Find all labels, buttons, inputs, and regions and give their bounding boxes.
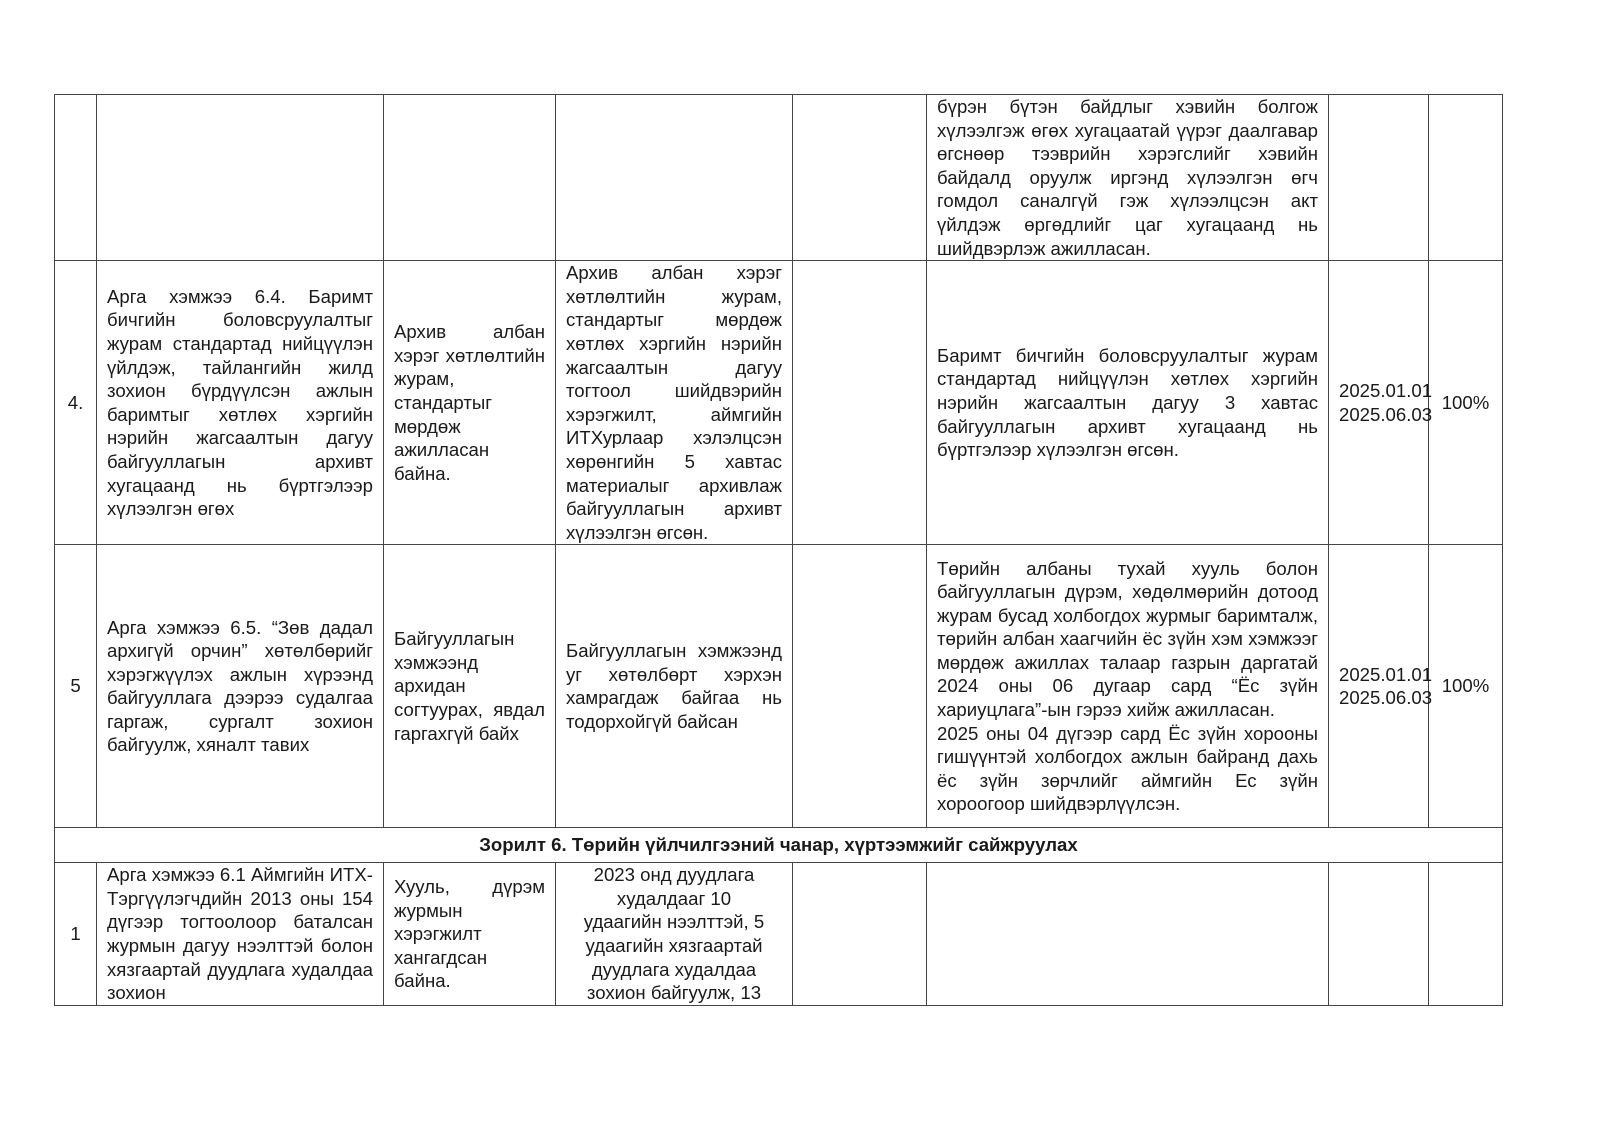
empty-cell xyxy=(793,261,927,545)
empty-cell xyxy=(793,95,927,261)
baseline-cell: Байгууллагын хэмжээнд уг хөтөлбөрт хэрхэн хамрагдаж байгаа нь тодорхойгүй байсан xyxy=(556,545,793,828)
table-row xyxy=(55,261,1503,545)
baseline-cell xyxy=(556,863,793,1006)
table-row xyxy=(55,95,1503,261)
section-row xyxy=(55,828,1503,863)
percent-cell: 100% xyxy=(1429,261,1503,545)
section-heading: Зорилт 6. Төрийн үйлчилгээний чанар, хүртээмжийг сайжруулах xyxy=(55,828,1503,863)
row-number: 1 xyxy=(55,863,97,1006)
percent-cell xyxy=(1429,95,1503,261)
result-cell xyxy=(927,545,1329,828)
date-start: 2025.01.01 xyxy=(1339,380,1433,402)
table-row xyxy=(55,545,1503,828)
baseline-line: 2023 онд дуудлага xyxy=(593,864,755,886)
row-number: 4. xyxy=(55,261,97,545)
baseline-line: удаагийн хязгаартай xyxy=(585,935,763,957)
baseline-line: худалдааг 10 xyxy=(616,887,732,909)
empty-cell xyxy=(793,863,927,1006)
date-cell xyxy=(1329,545,1433,828)
empty-cell xyxy=(927,863,1329,1006)
date-cell xyxy=(1329,261,1433,545)
activity-cell xyxy=(97,95,384,261)
baseline-line: дуудлага худалдаа xyxy=(591,958,757,980)
result-paragraph: 2025 оны 04 дүгээр сард Ёс зүйн хорооны гишүүнтэй холбогдох ажлын байранд дахь ёс зүйн зөрчлийг аймгийн Ес зүйн хороогоор шийдвэрлүүлсэн. xyxy=(937,722,1318,815)
date-end: 2025.06.03 xyxy=(1339,687,1433,709)
baseline-cell xyxy=(556,95,793,261)
baseline-line: удаагийн нээлттэй, 5 xyxy=(583,911,765,933)
report-table xyxy=(54,94,1503,1006)
criteria-cell: Байгууллагын хэмжээнд архидан согтуурах, явдал гаргахгүй байх xyxy=(384,545,556,828)
criteria-cell: Хууль, дүрэм журмын хэрэгжилт хангагдсан байна. xyxy=(384,863,556,1006)
result-paragraph: Төрийн албаны тухай хууль болон байгууллагын дүрэм, хөдөлмөрийн дотоод журам бусад холбогдох журмыг баримталж, төрийн албан хаагчийн ёс зүйн хэм хэмжээг мөрдөж ажиллах талаар газрын даргатай 2024 оны 06 дугаар сард “Ёс зүйн хариуцлага”-ын гэрээ хийж ажилласан. xyxy=(937,557,1318,721)
criteria-cell xyxy=(384,95,556,261)
empty-cell xyxy=(793,545,927,828)
baseline-cell: Архив албан хэрэг хөтлөлтийн журам, стандартыг мөрдөж хөтлөх хэргийн нэрийн жагсаалтын дагуу тогтоол шийдвэрийн хэрэгжилт, аймгийн ИТХурлаар хэлэлцсэн хөрөнгийн 5 хавтас материалыг архивлаж байгууллагын архивт хүлээлгэн өгсөн. xyxy=(556,261,793,545)
baseline-line: зохион байгуулж, 13 xyxy=(586,982,762,1004)
result-cell: бүрэн бүтэн байдлыг хэвийн болгож хүлээлгэж өгөх хугацаатай үүрэг даалгавар өгснөөр тээврийн хэрэгслийг хэвийн байдалд оруулж иргэнд хүлээлгэн өгч гомдол саналгүй гэж хүлээлцсэн акт үйлдэж өргөдлийг цаг хугацаанд нь шийдвэрлэж ажилласан. xyxy=(927,95,1329,261)
activity-cell: Арга хэмжээ 6.1 Аймгийн ИТХ-Тэргүүлэгчдийн 2013 оны 154 дүгээр тогтоолоор баталсан журмын дагуу нээлттэй болон хязгаартай дуудлага худалдаа зохион xyxy=(97,863,384,1006)
empty-cell xyxy=(1329,863,1429,1006)
date-start: 2025.01.01 xyxy=(1339,663,1433,685)
row-number xyxy=(55,95,97,261)
result-cell: Баримт бичгийн боловсруулалтыг журам стандартад нийцүүлэн хөтлөх хэргийн нэрийн жагсаалтын дагуу 3 хавтас байгууллагын архивт хугацаанд нь бүртгэлээр хүлээлгэн өгсөн. xyxy=(927,261,1329,545)
criteria-cell: Архив албан хэрэг хөтлөлтийн журам, стандартыг мөрдөж ажилласан байна. xyxy=(384,261,556,545)
table-row xyxy=(55,863,1503,1006)
date-cell xyxy=(1329,95,1429,261)
activity-cell: Арга хэмжээ 6.4. Баримт бичгийн боловсруулалтыг журам стандартад нийцүүлэн үйлдэж, тайлангийн жилд зохион бүрдүүлсэн ажлын баримтыг хөтлөх хэргийн нэрийн жагсаалтын дагуу байгууллагын архивт хугацаанд нь бүртгэлээр хүлээлгэн өгөх xyxy=(97,261,384,545)
row-number: 5 xyxy=(55,545,97,828)
percent-cell: 100% xyxy=(1429,545,1503,828)
date-end: 2025.06.03 xyxy=(1339,403,1433,425)
empty-cell xyxy=(1429,863,1503,1006)
activity-cell: Арга хэмжээ 6.5. “Зөв дадал архигүй орчин” хөтөлбөрийг хэрэгжүүлэх ажлын хүрээнд байгууллага дээрээ судалгаа гаргаж, сургалт зохион байгуулж, хяналт тавих xyxy=(97,545,384,828)
